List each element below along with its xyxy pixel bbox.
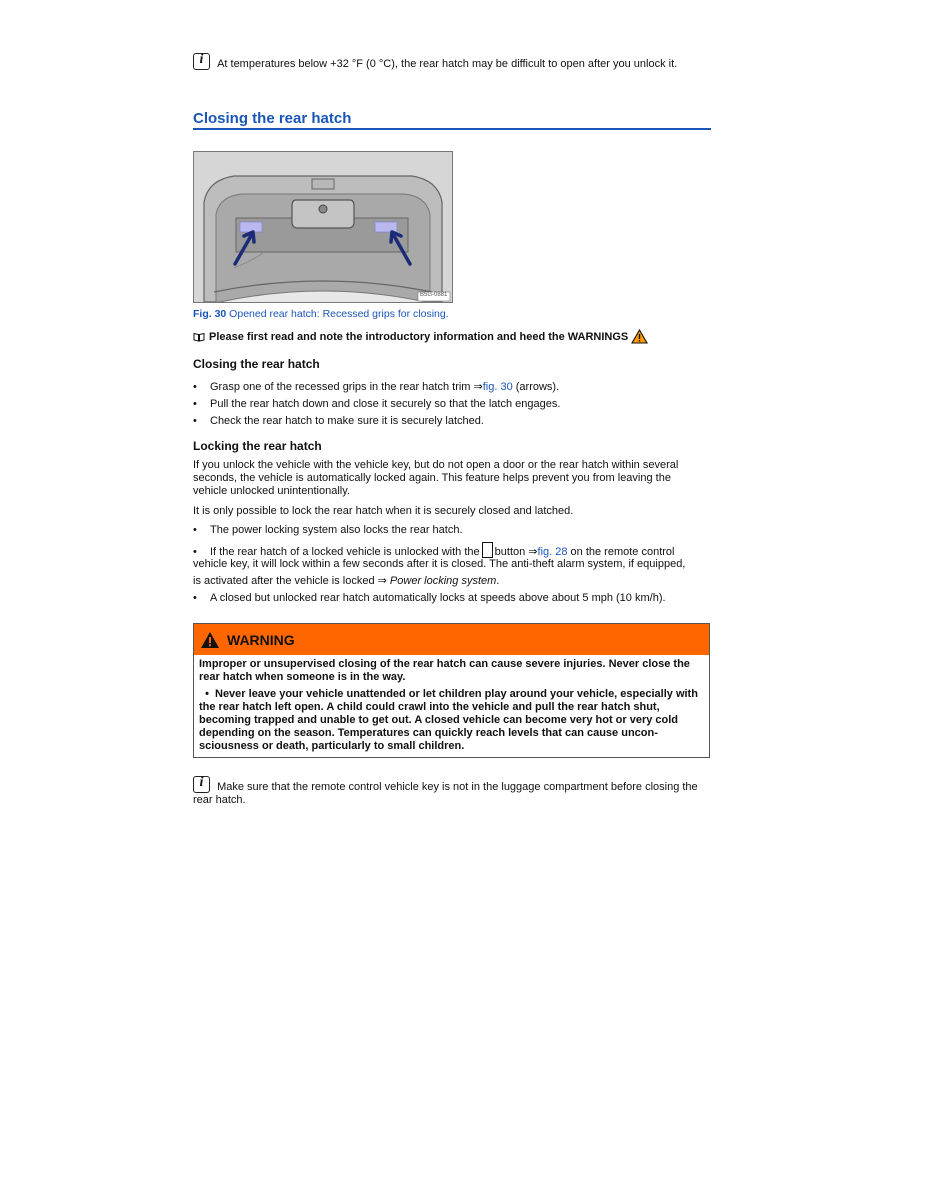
locking-para-1: If you unlock the vehicle with the vehicle key, but do not open a door or the rear hatch within several seconds, the vehicle is automatically locked again. This feature helps prevent you from leaving the vehicle unlocked unintentionally. (193, 459, 679, 497)
warning-intro: Improper or unsupervised closing of the rear hatch can cause severe injuries. Never close the rear hatch when someone is in the way. (199, 658, 690, 683)
key-unlock-button-icon (482, 542, 493, 558)
power-locking-system-ref[interactable]: Power locking system (389, 575, 497, 587)
warning-box (193, 623, 710, 758)
list-item-continued: vehicle key, it will lock within a few seconds after it is closed. The anti-theft alarm system, if equipped, (193, 558, 686, 570)
warning-header (194, 624, 709, 655)
warning-bullet-text: Never leave your vehicle unattended or let children play around your vehicle, especially with the rear hatch left open. A child could crawl into the vehicle and pull the rear hatch shut, becoming trapped and unable to get out. A closed vehicle can become very hot or very cold depending on the season. Temperatures can quickly reach levels that can cause uncon-sciousness or death, particularly to small children. (199, 688, 698, 752)
info-icon: i (193, 776, 210, 793)
list-item-text-end: (arrows). (512, 381, 560, 393)
warning-triangle-icon (631, 329, 648, 344)
figure-caption (193, 308, 449, 320)
locking-heading: Locking the rear hatch (193, 439, 322, 453)
list-item-text: The power locking system also locks the rear hatch. (210, 524, 463, 536)
list-item-text: If the rear hatch of a locked vehicle is unlocked with the (210, 546, 480, 558)
warning-title: WARNING (227, 631, 295, 648)
closing-heading: Closing the rear hatch (193, 357, 320, 371)
warning-triangle-icon (200, 631, 220, 649)
list-item: • Check the rear hatch to make sure it is securely latched. (193, 415, 484, 427)
list-item-text: is activated after the vehicle is locked ⇒ (193, 575, 390, 587)
figure-code: B5G-0881 (420, 292, 448, 298)
list-item: • Grasp one of the recessed grips in the rear hatch trim ⇒fig. 30 (arrows). (193, 381, 560, 393)
list-item-text: Grasp one of the recessed grips in the rear hatch trim ⇒ (210, 381, 483, 393)
list-item-text: Pull the rear hatch down and close it securely so that the latch engages. (210, 398, 561, 410)
closing-list (193, 381, 713, 428)
section-title: Closing the rear hatch (193, 110, 352, 127)
list-item-text: Check the rear hatch to make sure it is securely latched. (210, 415, 484, 427)
locking-para-2: It is only possible to lock the rear hatch when it is securely closed and latched. (193, 505, 574, 517)
read-first-line (193, 329, 648, 344)
list-item: • The power locking system also locks the rear hatch. (193, 524, 463, 536)
book-icon (193, 332, 205, 342)
note-bottom-text: Make sure that the remote control vehicle key is not in the luggage compartment before closing the rear hatch. (193, 781, 698, 806)
note-top (193, 53, 713, 71)
rear-hatch-illustration (194, 152, 452, 302)
warning-bullet: • Never leave your vehicle unattended or let children play around your vehicle, especially with the rear hatch left open. A child could crawl into the vehicle and pull the rear hatch shut, becoming trapped and unable to get out. A closed vehicle can become very hot or very cold depending on the season. Temperatures can quickly reach levels that can cause uncon-sciousness or death, particularly to small children. (199, 688, 698, 752)
list-item: • A closed but unlocked rear hatch automatically locks at speeds above about 5 mph (10 km/h). (193, 592, 666, 604)
note-bottom (193, 776, 708, 807)
figure-caption-number: Fig. 30 (193, 308, 227, 320)
list-item-text-end: on the remote control (567, 546, 675, 558)
list-item-text: A closed but unlocked rear hatch automatically locks at speeds above about 5 mph (10 km/h). (210, 592, 666, 604)
list-item-text-mid: button ⇒ (494, 546, 538, 558)
section-divider (193, 128, 711, 130)
info-icon: i (193, 53, 210, 70)
fig-28-link[interactable]: fig. 28 (537, 546, 568, 558)
warning-body (194, 655, 709, 757)
figure-rear-hatch (193, 151, 453, 303)
note-top-text: At temperatures below +32 °F (0 °C), the rear hatch may be difficult to open after you unlock it. (217, 58, 678, 70)
figure-caption-text: Opened rear hatch: Recessed grips for closing. (226, 308, 449, 320)
list-item: • Pull the rear hatch down and close it securely so that the latch engages. (193, 398, 561, 410)
read-first-text: Please first read and note the introductory information and heed the WARNINGS (209, 330, 629, 343)
list-item: • If the rear hatch of a locked vehicle is unlocked with the button ⇒fig. 28 on the remote control (193, 542, 713, 559)
list-item-continued: is activated after the vehicle is locked ⇒ Power locking system. (193, 575, 500, 587)
fig-30-link[interactable]: fig. 30 (482, 381, 513, 393)
